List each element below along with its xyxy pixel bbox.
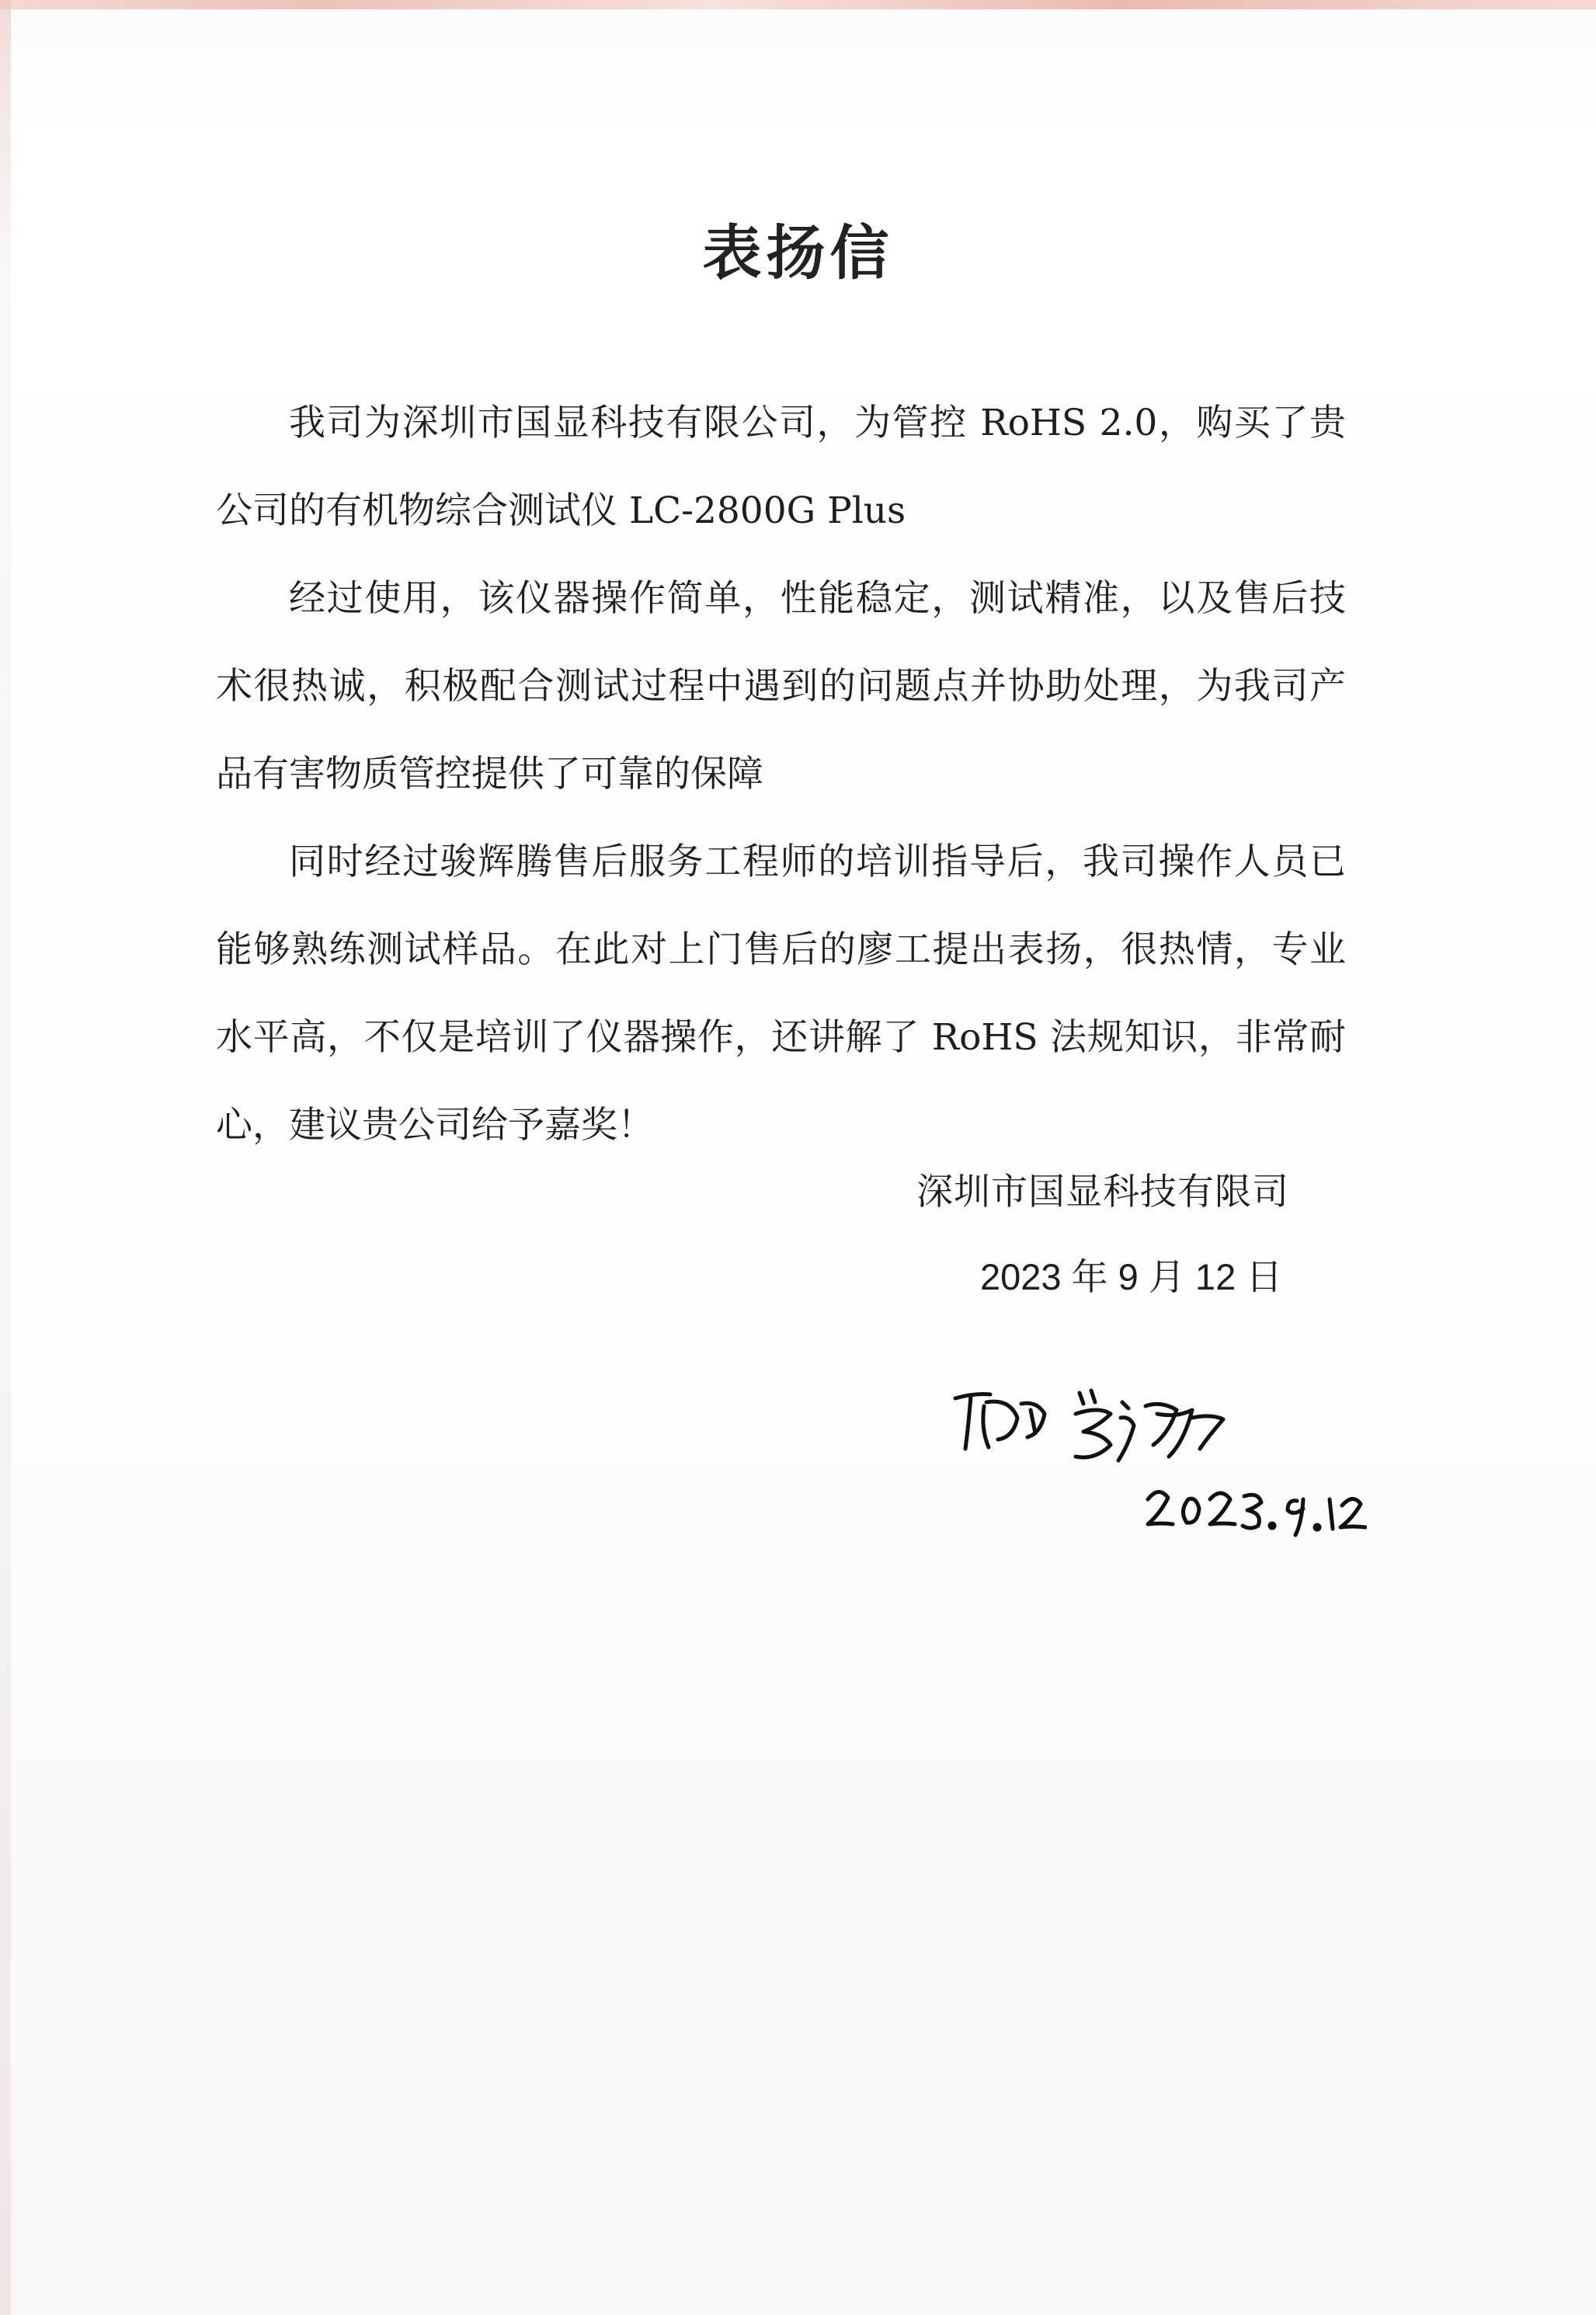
- paper-left-edge: [0, 0, 11, 2315]
- paragraph-1: 我司为深圳市国显科技有限公司，为管控 RoHS 2.0，购买了贵公司的有机物综合测试仪 LC-2800G Plus: [216, 402, 1346, 532]
- letter-title: 表扬信: [702, 218, 894, 287]
- paragraph-2: 经过使用，该仪器操作简单，性能稳定，测试精准，以及售后技术很热诚，积极配合测试过程中遇到的问题点并协助处理，为我司产品有害物质管控提供了可靠的保障: [216, 577, 1346, 795]
- handwritten-signature: [944, 1371, 1239, 1472]
- paper-top-edge: [0, 0, 1596, 9]
- letter-body: [216, 379, 1346, 1169]
- paragraph-3: 同时经过骏辉腾售后服务工程师的培训指导后，我司操作人员已能够熟练测试样品。在此对上门售后的廖工提出表扬，很热情，专业水平高，不仅是培训了仪器操作，还讲解了 RoHS 法规知识，非常耐心，建议贵公司给予嘉奖！: [216, 841, 1346, 1147]
- signing-company: 深圳市国显科技有限司: [916, 1171, 1289, 1213]
- letter-date: 2023 年 9 月 12 日: [980, 1256, 1283, 1297]
- handwritten-date: [1142, 1468, 1367, 1538]
